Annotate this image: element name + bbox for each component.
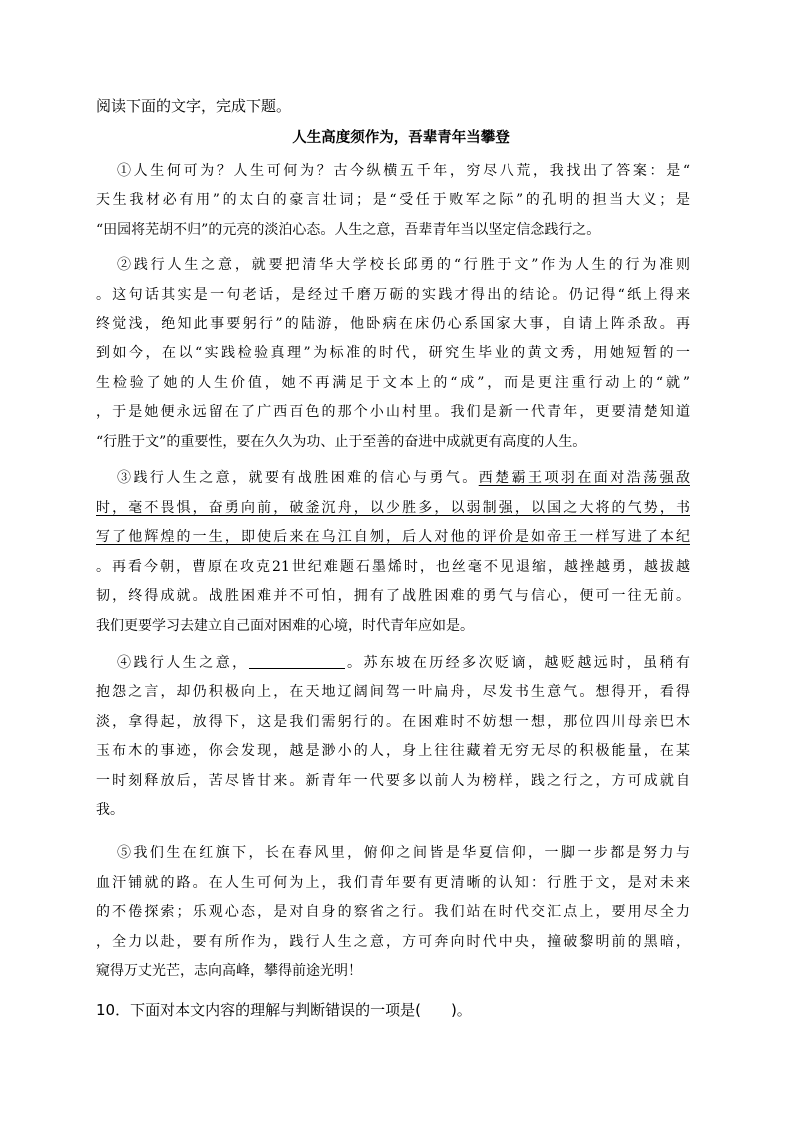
paragraph-1-line: “田园将芜胡不归”的元亮的淡泊心态。人生之意，吾辈青年当以坚定信念践行之。	[96, 222, 601, 238]
paragraph-4-line: 我。	[96, 802, 124, 818]
paragraph-5-line: ，全力以赴，要有所作为，践行人生之意，方可奔向时代中央，撞破黎明前的黑暗，	[96, 934, 690, 950]
question-10: 10．下面对本文内容的理解与判断错误的一项是( )。	[96, 1001, 472, 1019]
paragraph-3-line: 韧，终得成就。战胜困难并不可怕，拥有了战胜困难的勇气与信心，便可一往无前。	[96, 588, 690, 604]
paragraph-1-line: 天生我材必有用”的太白的豪言壮词；是“受任于败军之际”的孔明的担当大义；是	[96, 192, 690, 208]
paragraph-1-line: ①人生何可为？人生可何为？古今纵横五千年，穷尽八荒，我找出了答案：是“	[117, 163, 690, 179]
paragraph-4-text: ④践行人生之意，	[117, 655, 249, 671]
paragraph-2-line: ，于是她便永远留在了广西百色的那个小山村里。我们是新一代青年，更要清楚知道	[96, 404, 690, 420]
paragraph-2-line: 终觉浅，绝知此事要躬行”的陆游，他卧病在床仍心系国家大事，自请上阵杀敌。再	[96, 316, 690, 332]
paragraph-5-line: 的不倦探索；乐观心态，是对自身的察省之行。我们站在时代交汇点上，要用尽全力	[96, 904, 690, 920]
paragraph-2-line: 。这句话其实是一句老话，是经过千磨万砺的实践才得出的结论。仍记得“纸上得来	[96, 287, 690, 303]
paragraph-3-line	[96, 525, 690, 549]
paragraph-4-line	[117, 651, 690, 675]
article-title: 人生高度须作为，吾辈青年当攀登	[292, 129, 510, 146]
paragraph-4-line: 淡，拿得起，放得下，这是我们需躬行的。在困难时不妨想一想，那位四川母亲巴木	[96, 714, 690, 730]
paragraph-4-line: 一时刻释放后，苦尽皆甘来。新青年一代要多以前人为榜样，践之行之，方可成就自	[96, 773, 690, 789]
underlined-passage: 西楚霸王项羽在面对浩荡强敌	[478, 470, 690, 486]
paragraph-3-line: 。再看今朝，曹原在攻克21世纪难题石墨烯时，也丝毫不见退缩，越挫越勇，越拔越	[96, 559, 690, 575]
paragraph-2-line: 到如今，在以“实践检验真理”为标准的时代，研究生毕业的黄文秀，用她短暂的一	[96, 345, 690, 361]
paragraph-5-line: 窥得万丈光芒，志向高峰，攀得前途光明！	[96, 963, 362, 979]
paragraph-5-line: 血汗铺就的路。在人生可何为上，我们青年要有更清晰的认知：行胜于文，是对未来	[96, 875, 690, 891]
paragraph-3-line	[96, 496, 690, 520]
paragraph-2-line: “行胜于文”的重要性，要在久久为功、止于至善的奋进中成就更有高度的人生。	[96, 434, 587, 450]
paragraph-3-line: 我们更要学习去建立自己面对困难的心境，时代青年应如是。	[96, 618, 474, 634]
paragraph-4-text: 。苏东坡在历经多次贬谪，越贬越远时，虽稍有	[344, 655, 690, 671]
paragraph-3-text: ③践行人生之意，就要有战胜困难的信心与勇气。	[117, 470, 479, 486]
underlined-passage: 写了他辉煌的一生，即使后来在乌江自刎，后人对他的评价是如帝王一样写进了本纪	[96, 529, 690, 545]
paragraph-3-line	[117, 466, 690, 490]
fill-in-blank	[249, 652, 345, 669]
underlined-passage: 时，毫不畏惧，奋勇向前，破釜沉舟，以少胜多，以弱制强，以国之大将的气势，书	[96, 500, 690, 516]
paragraph-2-line: ②践行人生之意，就要把清华大学校长邱勇的“行胜于文”作为人生的行为准则	[117, 257, 690, 273]
paragraph-4-line: 玉布木的事迹，你会发现，越是渺小的人，身上往往藏着无穷无尽的积极能量，在某	[96, 743, 690, 759]
paragraph-5-line: ⑤我们生在红旗下，长在春风里，俯仰之间皆是华夏信仰，一脚一步都是努力与	[117, 845, 690, 861]
paragraph-4-line: 抱怨之言，却仍积极向上，在天地辽阔间驾一叶扁舟，尽发书生意气。想得开，看得	[96, 684, 690, 700]
instruction-text: 阅读下面的文字，完成下题。	[96, 97, 292, 115]
paragraph-2-line: 生检验了她的人生价值，她不再满足于文本上的“成”，而是更注重行动上的“就”	[96, 375, 690, 391]
